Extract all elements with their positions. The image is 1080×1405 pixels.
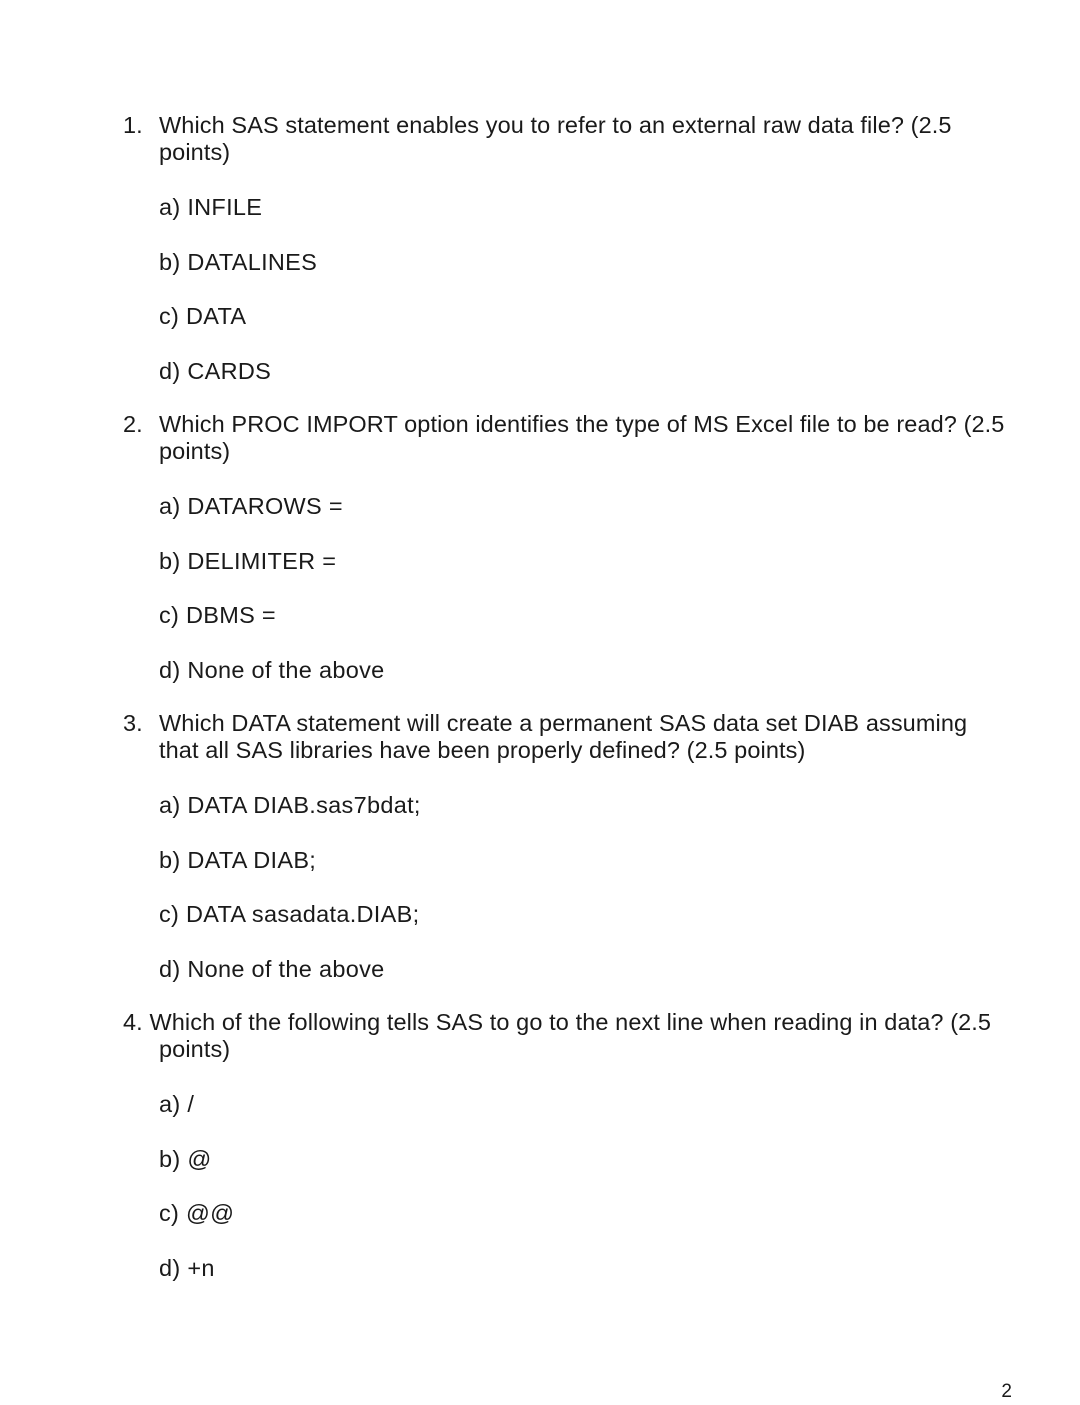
question-4-number: 4. [123, 1009, 143, 1035]
question-3-option-d: d) None of the above [159, 955, 385, 982]
question-3-option-b: b) DATA DIAB; [159, 846, 317, 873]
page-number: 2 [1001, 1381, 1012, 1402]
question-4 [123, 1009, 1013, 1309]
question-2-stem [123, 411, 1013, 465]
question-3-options [123, 792, 1013, 983]
question-1-option-a: a) INFILE [159, 194, 263, 220]
question-1 [123, 112, 1013, 412]
question-3 [123, 710, 1013, 1010]
question-3-option-a: a) DATA DIAB.sas7bdat; [159, 792, 421, 818]
question-4-options [123, 1091, 1013, 1282]
question-1-text-line1: Which SAS statement enables you to refer to an external raw data file? (2.5 [159, 112, 952, 138]
question-4-stem [123, 1009, 1013, 1063]
question-4-option-c: c) @@ [159, 1200, 235, 1226]
question-1-option-c: c) DATA [159, 303, 247, 329]
question-4-option-d: d) +n [159, 1254, 215, 1281]
question-4-option-b: b) @ [159, 1145, 212, 1172]
question-2-option-d: d) None of the above [159, 656, 385, 683]
question-4-text-line2: points) [159, 1036, 231, 1062]
question-3-stem [123, 710, 1013, 764]
question-2-option-b: b) DELIMITER = [159, 547, 337, 574]
question-2-option-a: a) DATAROWS = [159, 493, 343, 519]
question-2-options [123, 493, 1013, 684]
question-3-option-c: c) DATA sasadata.DIAB; [159, 901, 420, 927]
question-4-text-line1: Which of the following tells SAS to go to the next line when reading in data? (2.5 [149, 1009, 992, 1035]
question-1-options [123, 194, 1013, 385]
question-1-option-d: d) CARDS [159, 357, 272, 384]
question-1-number: 1. [123, 112, 143, 138]
question-2-number: 2. [123, 411, 143, 437]
question-1-option-b: b) DATALINES [159, 248, 318, 275]
question-4-text-line1-wrap [123, 1009, 1013, 1036]
question-1-text-line2: points) [159, 139, 231, 165]
question-2-text-line2: points) [159, 438, 231, 464]
question-3-text-line2: that all SAS libraries have been properly defined? (2.5 points) [159, 737, 806, 763]
question-2 [123, 411, 1013, 711]
question-2-text-line1: Which PROC IMPORT option identifies the type of MS Excel file to be read? (2.5 [159, 411, 1005, 437]
question-1-stem [123, 112, 1013, 166]
question-3-text-line1: Which DATA statement will create a permanent SAS data set DIAB assuming [159, 710, 968, 736]
question-4-option-a: a) / [159, 1091, 195, 1117]
question-3-number: 3. [123, 710, 143, 736]
question-2-option-c: c) DBMS = [159, 602, 276, 628]
